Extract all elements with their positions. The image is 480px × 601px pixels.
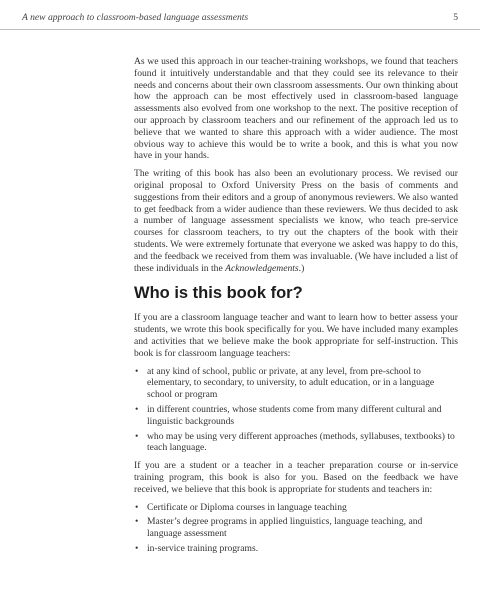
bullet-icon: • (135, 542, 139, 554)
bullet-icon: • (135, 403, 139, 415)
teacher-contexts-list (134, 366, 458, 455)
bullet-icon: • (135, 501, 139, 513)
bullet-icon: • (135, 430, 139, 442)
acknowledgements-reference: Acknowledgements (225, 262, 299, 274)
header-rule (0, 29, 480, 30)
list-item-text: Certificate or Diploma courses in language teaching (147, 501, 347, 513)
running-header (22, 12, 458, 26)
list-item (134, 502, 458, 514)
paragraph-audience-students: If you are a student or a teacher in a teacher preparation course or in-service training program, this book is also for you. Based on the feedback we have received, we believe that this book is appropriate for students and teachers in: (134, 460, 458, 495)
paragraph-audience-teachers: If you are a classroom language teacher and want to learn how to better assess your students, we wrote this book specifically for you. We have included many examples and activities that we believe make the book appropriate for self-instruction. This book is for classroom language teachers: (134, 312, 458, 359)
list-item (134, 404, 458, 428)
list-item-text: at any kind of school, public or private, at any level, from pre-school to elementary, to secondary, to university, to adult education, or in a language school or program (147, 365, 435, 401)
list-item (134, 516, 458, 540)
paragraph-writing-process (134, 168, 458, 274)
list-item-text: in different countries, whose students come from many different cultural and linguistic backgrounds (147, 403, 442, 427)
list-item-text: who may be using very different approaches (methods, syllabuses, textbooks) to teach language. (147, 430, 455, 454)
page-number: 5 (453, 12, 458, 23)
list-item-text: in-service training programs. (147, 542, 259, 554)
paragraph-writing-process-end: .) (298, 262, 305, 274)
bullet-icon: • (135, 516, 139, 528)
running-title: A new approach to classroom-based language assessments (22, 12, 249, 23)
bullet-icon: • (135, 365, 139, 377)
list-item-text: Master’s degree programs in applied linguistics, language teaching, and language assessment (147, 516, 423, 540)
list-item (134, 366, 458, 401)
main-text-column (134, 56, 458, 561)
paragraph-writing-process-text: The writing of this book has also been an evolutionary process. We revised our original proposal to Oxford University Press on the basis of comments and suggestions from their editors and a group of anonymous reviewers. We also wanted to get feedback from a wider audience than these reviewers. We thus decided to ask a number of language assessment specialists we know, who teach pre-service courses for classroom teachers, to try out the chapters of the book with their students. We were extremely fortunate that everyone we asked was happy to do this, and the feedback we received from them was invaluable. (We have included a list of these individuals in the (134, 168, 458, 274)
program-types-list (134, 502, 458, 555)
list-item (134, 431, 458, 455)
list-item (134, 543, 458, 555)
section-heading: Who is this book for? (134, 284, 303, 303)
paragraph-workshops: As we used this approach in our teacher-training workshops, we found that teachers found it intuitively understandable and that they could see its relevance to their needs and concerns about their own classroom assessments. Our own thinking about how the approach can be most effectively used in classroom-based language assessments also evolved from one workshop to the next. The positive reception of our approach by classroom teachers and our refinement of the approach led us to believe that we wanted to share this approach with a wider audience. The most obvious way to achieve this would be to write a book, and this is what you now have in your hands. (134, 56, 458, 162)
